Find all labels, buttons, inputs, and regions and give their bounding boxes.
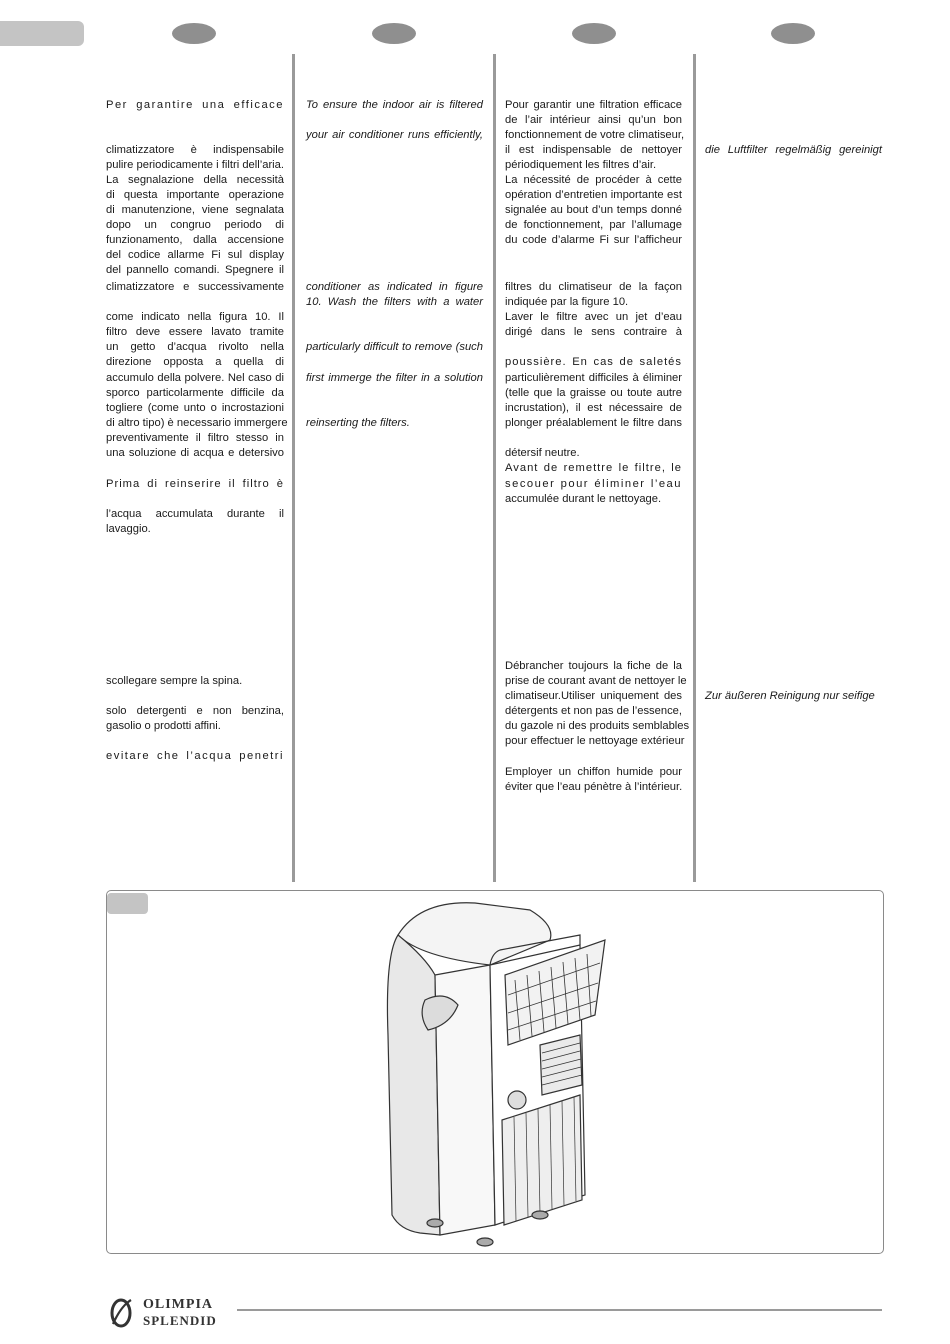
text-line: de fonctionnement, par l’allumage	[505, 219, 682, 231]
text-line: del codice allarme Fi sul display	[106, 249, 284, 261]
text-line: di manutenzione, viene segnalata	[106, 204, 284, 216]
text-line: opération d’entretien importante est	[505, 189, 682, 201]
text-line: climatizzatore è indispensabile	[106, 144, 284, 156]
text-line: un getto d’acqua rivolto nella	[106, 341, 284, 353]
text-line: Zur äußeren Reinigung nur seifige	[705, 690, 875, 702]
text-line: éviter que l’eau pénètre à l’intérieur.	[505, 781, 683, 793]
text-line: plonger préalablement le filtre dans	[505, 417, 682, 429]
text-line: una soluzione di acqua e detersivo	[106, 447, 284, 459]
text-line: reinserting the filters.	[306, 417, 410, 429]
brand-name-line1: OLIMPIA	[143, 1297, 213, 1312]
brand-emblem-icon	[107, 1296, 141, 1330]
text-line: détersif neutre.	[505, 447, 580, 459]
text-line: (telle que la graisse ou toute autre	[505, 387, 682, 399]
text-line: il est indispensable de nettoyer	[505, 144, 682, 156]
text-line: conditioner as indicated in figure	[306, 281, 483, 293]
text-line: di questa importante operazione	[106, 189, 284, 201]
footer-rule	[237, 1309, 882, 1311]
text-line: sporco particolarmente difficile da	[106, 387, 284, 399]
text-line: pour effectuer le nettoyage extérieur	[505, 735, 685, 747]
text-line: solo detergenti e non benzina,	[106, 705, 284, 717]
language-marker-de	[771, 23, 815, 44]
section-tab	[0, 21, 84, 46]
text-line: Pour garantir une filtration efficace	[505, 99, 682, 111]
text-line: direzione opposta a quella di	[106, 356, 284, 368]
text-line: funzionamento, dalla accensione	[106, 234, 284, 246]
air-conditioner-illustration	[380, 895, 615, 1250]
text-line: come indicato nella figura 10. Il	[106, 311, 284, 323]
text-line: Avant de remettre le filtre, le	[505, 462, 682, 474]
text-line: détergents et non pas de l’essence,	[505, 705, 682, 717]
language-marker-fr	[572, 23, 616, 44]
column-divider	[292, 54, 295, 882]
text-line: your air conditioner runs efficiently,	[306, 129, 483, 141]
text-line: Per garantire una efficace	[106, 99, 284, 111]
text-line: Employer un chiffon humide pour	[505, 766, 682, 778]
text-line: Débrancher toujours la fiche de la	[505, 660, 682, 672]
text-line: indiquée par la figure 10.	[505, 296, 629, 308]
text-line: lavaggio.	[106, 523, 151, 535]
text-line: dirigé dans le sens contraire à	[505, 326, 682, 338]
text-line: fonctionnement de votre climatiseur,	[505, 129, 685, 141]
text-line: To ensure the indoor air is filtered	[306, 99, 483, 111]
text-line: togliere (come unto o incrostazioni	[106, 402, 284, 414]
language-marker-it	[172, 23, 216, 44]
text-line: l’acqua accumulata durante il	[106, 508, 284, 520]
text-line: signalée au bout d’un temps donné	[505, 204, 682, 216]
text-line: particularly difficult to remove (such	[306, 341, 483, 353]
text-line: gasolio o prodotti affini.	[106, 720, 221, 732]
text-line: climatiseur.Utiliser uniquement des	[505, 690, 682, 702]
text-line: die Luftfilter regelmäßig gereinigt	[705, 144, 882, 156]
text-line: poussière. En cas de saletés	[505, 356, 682, 368]
text-line: di altro tipo) è necessario immergere	[106, 417, 288, 429]
text-line: climatizzatore e successivamente	[106, 281, 284, 293]
figure-label	[107, 893, 148, 914]
text-line: preventivamente il filtro stesso in	[106, 432, 284, 444]
column-divider	[493, 54, 496, 882]
text-line: particulièrement difficiles à éliminer	[505, 372, 682, 384]
text-line: La segnalazione della necessità	[106, 174, 284, 186]
text-line: secouer pour éliminer l’eau	[505, 478, 682, 490]
text-line: Prima di reinserire il filtro è	[106, 478, 284, 490]
text-line: scollegare sempre la spina.	[106, 675, 243, 687]
brand-logo	[107, 1296, 233, 1330]
text-line: du gazole ni des produits semblables	[505, 720, 690, 732]
text-line: Laver le filtre avec un jet d’eau	[505, 311, 682, 323]
text-line: La nécessité de procéder à cette	[505, 174, 682, 186]
text-line: dopo un congruo periodo di	[106, 219, 284, 231]
text-line: first immerge the filter in a solution	[306, 372, 483, 384]
text-line: filtres du climatiseur de la façon	[505, 281, 682, 293]
text-line: pulire periodicamente i filtri dell’aria.	[106, 159, 284, 171]
text-line: incrustation), il est nécessaire de	[505, 402, 682, 414]
text-line: accumulée durant le nettoyage.	[505, 493, 662, 505]
text-line: accumulo della polvere. Nel caso di	[106, 372, 284, 384]
text-line: evitare che l’acqua penetri	[106, 750, 284, 762]
column-divider	[693, 54, 696, 882]
text-line: del pannello comandi. Spegnere il	[106, 264, 284, 276]
text-line: du code d’alarme Fi sur l’afficheur	[505, 234, 682, 246]
text-line: périodiquement les filtres d’air.	[505, 159, 657, 171]
text-line: prise de courant avant de nettoyer le	[505, 675, 687, 687]
text-line: 10. Wash the filters with a water	[306, 296, 483, 308]
text-line: filtro deve essere lavato tramite	[106, 326, 284, 338]
text-line: de l’air intérieur ainsi qu’un bon	[505, 114, 682, 126]
brand-name-line2: SPLENDID	[143, 1313, 217, 1328]
language-marker-en	[372, 23, 416, 44]
